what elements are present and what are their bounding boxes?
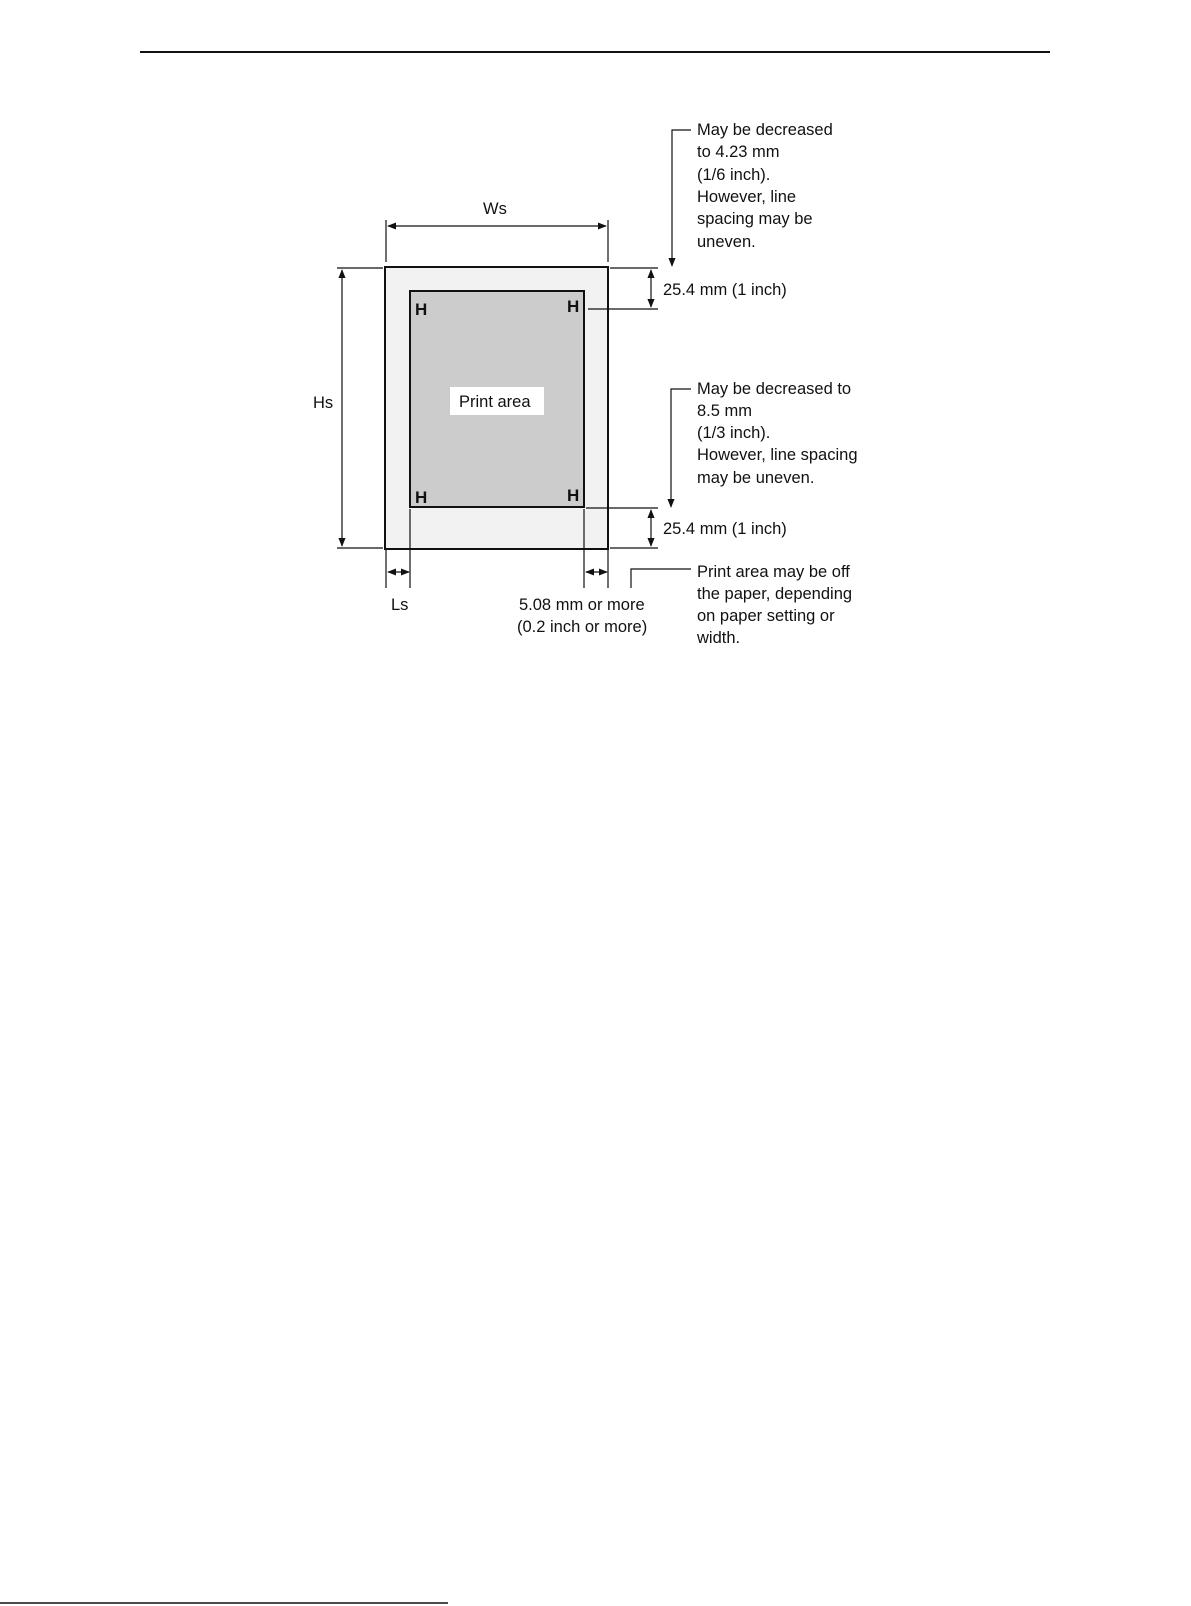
bottom-note — [697, 380, 858, 487]
side-note-line-4: width. — [697, 629, 741, 647]
top-note-line-4: However, line — [697, 188, 797, 206]
bottom-note-line-5: may be uneven. — [697, 469, 815, 487]
top-margin-label: 25.4 mm (1 inch) — [663, 281, 787, 299]
right-margin-label-line-2: (0.2 inch or more) — [517, 618, 648, 636]
top-note-line-6: uneven. — [697, 233, 756, 251]
bottom-note-line-3: (1/3 inch). — [697, 424, 771, 442]
top-note-line-3: (1/6 inch). — [697, 166, 771, 184]
top-margin-dimension — [588, 268, 787, 309]
bottom-note-line-1: May be decreased to — [697, 380, 852, 398]
side-note-line-1: Print area may be off — [697, 563, 850, 581]
side-note — [696, 563, 852, 647]
hs-label: Hs — [313, 394, 334, 412]
side-note-leader — [631, 569, 691, 588]
side-note-line-2: the paper, depending — [697, 585, 853, 603]
corner-mark-bottom-right: H — [567, 486, 580, 505]
bottom-note-leader — [671, 389, 691, 507]
top-note — [697, 121, 833, 251]
top-note-line-1: May be decreased — [697, 121, 833, 139]
bottom-note-line-4: However, line spacing — [697, 446, 858, 464]
bottom-note-line-2: 8.5 mm — [697, 402, 753, 420]
top-note-line-5: spacing may be — [697, 210, 813, 228]
right-margin-label-line-1: 5.08 mm or more — [519, 596, 645, 614]
hs-dimension — [313, 268, 383, 548]
print-area-label: Print area — [459, 393, 531, 411]
bottom-margin-label: 25.4 mm (1 inch) — [663, 520, 787, 538]
corner-mark-top-right: H — [567, 297, 580, 316]
bottom-margin-dimension — [586, 508, 787, 548]
top-note-leader — [672, 130, 691, 266]
ws-label: Ws — [483, 200, 507, 218]
side-note-line-3: on paper setting or — [697, 607, 835, 625]
corner-mark-bottom-left: H — [415, 488, 428, 507]
ws-dimension — [386, 200, 608, 262]
ls-label: Ls — [391, 596, 409, 614]
top-note-line-2: to 4.23 mm — [697, 143, 780, 161]
corner-mark-top-left: H — [415, 300, 428, 319]
